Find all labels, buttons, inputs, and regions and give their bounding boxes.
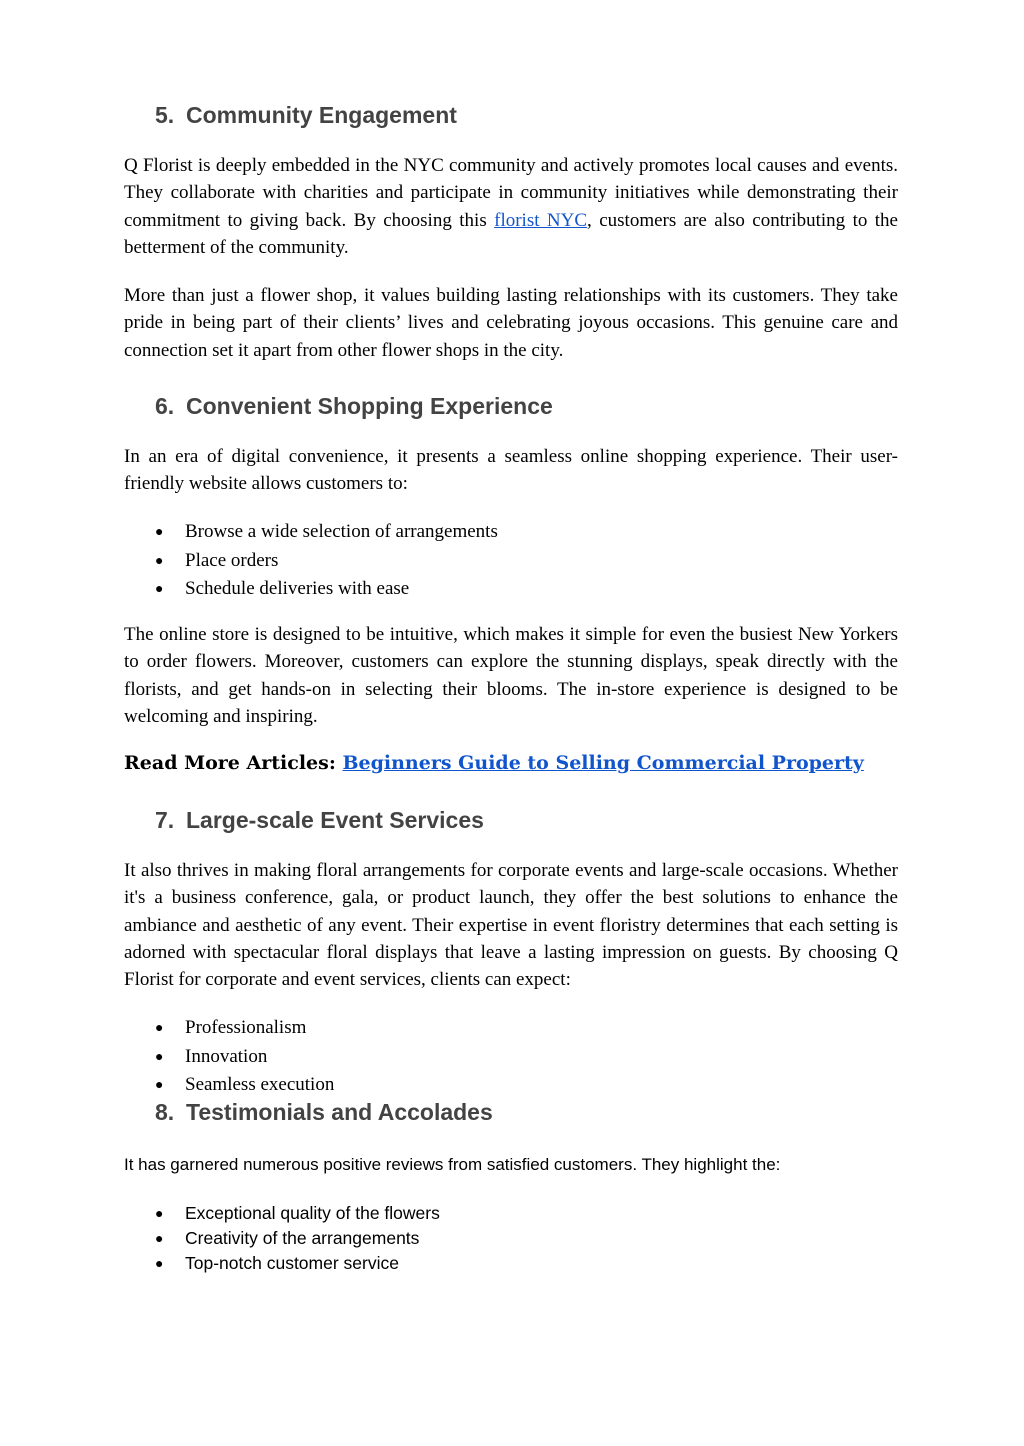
florist-nyc-link[interactable]: florist NYC [494,209,588,231]
section-6-title: Convenient Shopping Experience [186,393,553,419]
list-item [155,1251,440,1276]
list-item-text: Professionalism [185,1017,307,1038]
section-6-heading [155,391,553,421]
list-item-text: Schedule deliveries with ease [185,578,410,599]
bullet-icon: ● [155,1205,164,1221]
bullet-icon: ● [155,1049,164,1065]
list-item-text: Place orders [185,549,279,571]
section-8-paragraph-1: It has garnered numerous positive reviews from satisfied customers. They highlight the: [124,1155,781,1174]
bullet-icon: ● [155,553,164,569]
bullet-icon: ● [155,1078,164,1093]
section-6-paragraph-1: In an era of digital convenience, it presents a seamless online shopping experience. Their user-friendly website allows customers to: [124,446,898,495]
section-5-title: Community Engagement [186,102,457,128]
section-8-title: Testimonials and Accolades [186,1099,493,1125]
list-item-text: Creativity of the arrangements [185,1228,420,1248]
list-item [155,1201,440,1226]
read-more-label: Read More Articles: [124,752,343,774]
read-more-article-link[interactable]: Beginners Guide to Selling Commercial Property [342,752,864,774]
bullet-icon: ● [155,582,164,597]
list-item-text: Browse a wide selection of arrangements [185,521,498,542]
list-item [155,575,498,604]
section-5-heading [155,100,457,130]
list-item [155,1226,440,1251]
section-6-number: 6. [155,393,175,419]
section-5-paragraph-1-text: Q Florist is deeply embedded in the NYC community and actively promotes local causes and events. They collaborate with charities and participate in community initiatives while demonstrating their commitment to giving back. By choosing this [124,155,898,231]
list-item [155,518,498,547]
section-7-paragraph-1: It also thrives in making floral arrangements for corporate events and large-scale occasions. Whether it's a business conference, gala, or product launch, they offer the best solutions to enhance the ambiance and aesthetic of any event. Their expertise in event floristry determines that each setting is adorned with spectacular floral displays that leave a lasting impression on guests. By choosing Q Florist for corporate and event services, clients can expect: [124,860,898,991]
section-6-bullet-list [155,518,498,604]
list-item [155,1043,334,1072]
section-5-paragraph-2: More than just a flower shop, it values building lasting relationships with its customers. They take pride in being part of their clients’ lives and celebrating joyous occasions. This genuine care and connection set it apart from other flower shops in the city. [124,285,898,361]
list-item-text: Top-notch customer service [185,1253,399,1273]
section-8-heading [155,1097,493,1127]
section-6-paragraph-2: The online store is designed to be intuitive, which makes it simple for even the busiest New Yorkers to order flowers. Moreover, customers can explore the stunning displays, speak directly with the florists, and get hands-on in selecting their blooms. The in-store experience is designed to be welcoming and inspiring. [124,624,898,727]
bullet-icon: ● [155,1021,164,1036]
section-5-paragraph-1 [124,152,898,261]
read-more-line [124,749,864,777]
section-8-bullet-list [155,1201,440,1276]
list-item-text: Seamless execution [185,1074,335,1095]
section-5-paragraph-1-text-end: , customers are also contributing to the betterment of the community. [124,209,898,258]
section-7-number: 7. [155,807,175,833]
section-5-number: 5. [155,102,175,128]
list-item [155,547,498,576]
bullet-icon: ● [155,1230,164,1246]
section-7-heading [155,805,484,835]
list-item-text: Innovation [185,1045,268,1067]
bullet-icon: ● [155,1255,164,1271]
list-item-text: Exceptional quality of the flowers [185,1203,440,1223]
section-7-bullet-list [155,1014,334,1100]
list-item [155,1014,334,1043]
section-7-title: Large-scale Event Services [186,807,484,833]
bullet-icon: ● [155,525,164,540]
list-item [155,1071,334,1100]
section-8-number: 8. [155,1099,175,1125]
